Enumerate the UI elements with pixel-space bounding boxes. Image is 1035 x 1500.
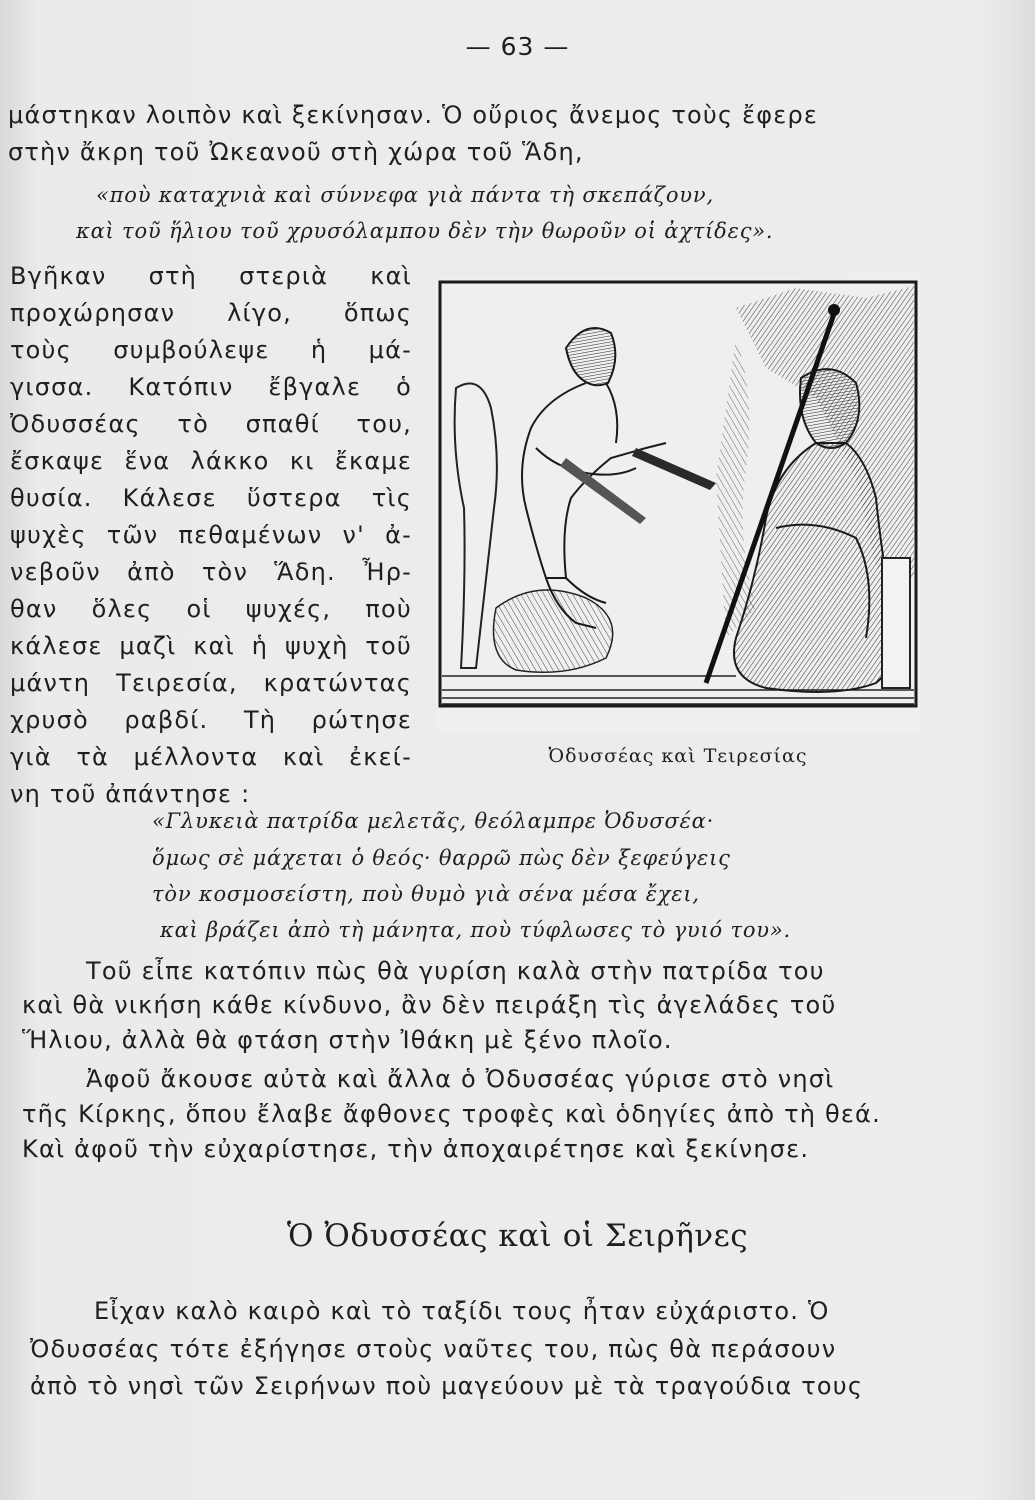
column-line: Βγῆκαν στὴ στεριὰ καὶ [10, 262, 412, 290]
column-line: Ὀδυσσέας τὸ σπαθί του, [10, 410, 412, 438]
verse-line: τὸν κοσμοσείστη, ποὺ θυμὸ γιὰ σένα μέσα ἔχει, [152, 882, 700, 906]
text-line: Ἀφοῦ ἄκουσε αὐτὰ καὶ ἄλλα ὁ Ὀδυσσέας γύρισε στὸ νησὶ [86, 1065, 835, 1093]
column-line: νη τοῦ ἀπάντησε : [10, 780, 251, 808]
verse-line: καὶ τοῦ ἥλιου τοῦ χρυσόλαμπου δὲν τὴν θωροῦν οἱ ἀχτίδες». [76, 219, 774, 243]
column-line: μάντη Τειρεσία, κρατώντας [10, 669, 412, 697]
column-line: θαν ὅλες οἱ ψυχές, ποὺ [10, 595, 412, 623]
column-line: ψυχὲς τῶν πεθαμένων ν' ἀ- [10, 521, 412, 549]
column-line: τοὺς συμβούλεψε ἡ μά- [10, 336, 412, 364]
page-number: — 63 — [465, 32, 570, 61]
column-line: ἔσκαψε ἕνα λάκκο κι ἔκαμε [10, 447, 412, 475]
illustration-icon [436, 278, 920, 732]
text-line: μάστηκαν λοιπὸν καὶ ξεκίνησαν. Ὁ οὔριος ἄνεμος τοὺς ἔφερε [8, 101, 819, 129]
column-line: κάλεσε μαζὶ καὶ ἡ ψυχὴ τοῦ [10, 632, 412, 660]
verse-line: καὶ βράζει ἀπὸ τὴ μάνητα, ποὺ τύφλωσες τὸ γυιό του». [160, 918, 791, 942]
text-line: Καὶ ἀφοῦ τὴν εὐχαρίστησε, τὴν ἀποχαιρέτησε καὶ ξεκίνησε. [22, 1135, 810, 1163]
left-column-text [10, 262, 412, 817]
text-line: στὴν ἄκρη τοῦ Ὠκεανοῦ στὴ χώρα τοῦ Ἅδη, [8, 138, 584, 166]
column-line: προχώρησαν λίγο, ὅπως [10, 299, 412, 327]
text-line: Τοῦ εἶπε κατόπιν πὼς θὰ γυρίση καλὰ στὴν πατρίδα του [86, 957, 825, 985]
column-line: γισσα. Κατόπιν ἔβγαλε ὁ [10, 373, 412, 401]
column-line: νεβοῦν ἀπὸ τὸν Ἅδη. Ἦρ- [10, 558, 412, 586]
verse-line: ὅμως σὲ μάχεται ὁ θεός· θαρρῶ πὼς δὲν ξεφεύγεις [152, 846, 731, 870]
verse-line: «ποὺ καταχνιὰ καὶ σύννεφα γιὰ πάντα τὴ σκεπάζουν, [96, 183, 714, 207]
text-line: ἀπὸ τὸ νησὶ τῶν Σειρήνων ποὺ μαγεύουν μὲ τὰ τραγούδια τους [30, 1372, 864, 1400]
engraving-illustration [436, 278, 920, 732]
verse-line: «Γλυκειὰ πατρίδα μελετᾶς, θεόλαμπρε Ὀδυσσέα· [152, 809, 715, 833]
figure-caption: Ὀδυσσέας καὶ Τειρεσίας [548, 745, 808, 767]
section-heading: Ὁ Ὀδυσσέας καὶ οἱ Σειρῆνες [286, 1218, 749, 1254]
column-line: γιὰ τὰ μέλλοντα καὶ ἐκεί- [10, 743, 412, 771]
text-line: καὶ θὰ νικήση κάθε κίνδυνο, ἂν δὲν πειράξη τὶς ἀγελάδες τοῦ [22, 991, 837, 1019]
column-line: θυσία. Κάλεσε ὕστερα τὶς [10, 484, 412, 512]
text-line: Εἶχαν καλὸ καιρὸ καὶ τὸ ταξίδι τους ἦταν εὐχάριστο. Ὁ [94, 1297, 830, 1325]
text-line: Ὀδυσσέας τότε ἐξήγησε στοὺς ναῦτες του, πὼς θὰ περάσουν [30, 1335, 837, 1363]
text-line: Ἥλιου, ἀλλὰ θὰ φτάση στὴν Ἰθάκη μὲ ξένο πλοῖο. [22, 1026, 673, 1054]
text-line: τῆς Κίρκης, ὅπου ἔλαβε ἄφθονες τροφὲς καὶ ὁδηγίες ἀπὸ τὴ θεά. [22, 1100, 881, 1128]
column-line: χρυσὸ ραβδί. Τὴ ρώτησε [10, 706, 412, 734]
